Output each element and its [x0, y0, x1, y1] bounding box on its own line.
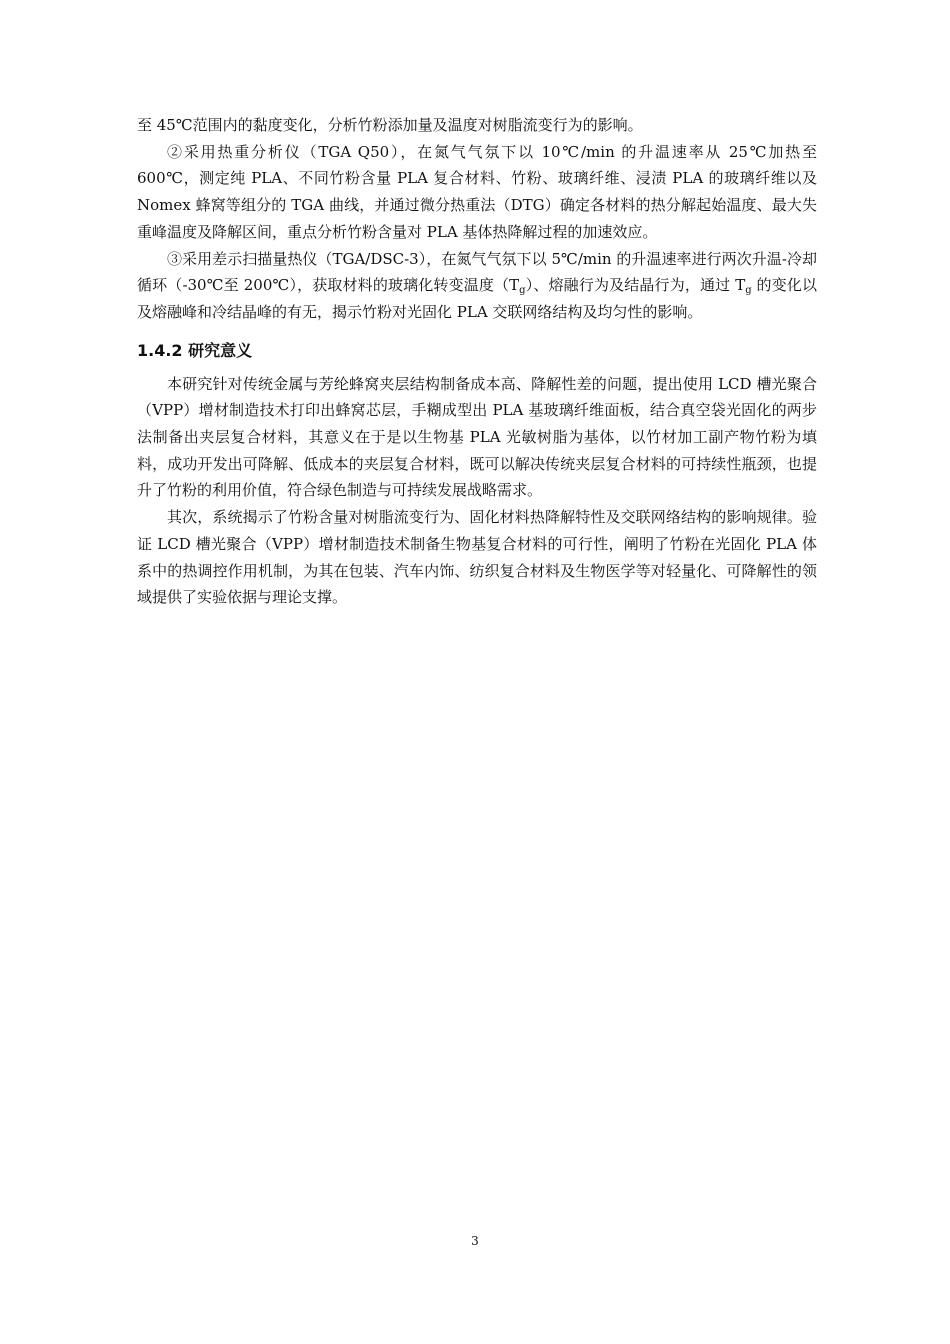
paragraph-rheology-end: 至 45℃范围内的黏度变化，分析竹粉添加量及温度对树脂流变行为的影响。: [137, 116, 643, 134]
paragraph-tga-method: ②采用热重分析仪（TGA Q50），在氮气气氛下以 10℃/min 的升温速率从 25℃加热至 600℃，测定纯 PLA、不同竹粉含量 PLA 复合材料、竹粉、玻璃纤维、浸渍 PLA 的玻璃纤维以及 Nomex 蜂窝等组分的 TGA 曲线，并通过微分热重法（DTG）确定各材料的热分解起始温度、最大失重峰温度及降解区间，重点分析竹粉含量对 PLA 基体热降解过程的加速效应。: [137, 142, 817, 241]
dsc-text-part2: ）、熔融行为及结晶行为，通过 T: [525, 276, 746, 295]
paragraph-significance-1: 本研究针对传统金属与芳纶蜂窝夹层结构制备成本高、降解性差的问题，提出使用 LCD 槽光聚合（VPP）增材制造技术打印出蜂窝芯层，手糊成型出 PLA 基玻璃纤维面板，结合真空袋光固化的两步法制备出夹层复合材料，其意义在于是以生物基 PLA 光敏树脂为基体，以竹材加工副产物竹粉为填料，成功开发出可降解、低成本的夹层复合材料，既可以解决传统夹层复合材料的可持续性瓶颈，也提升了竹粉的利用价值，符合绿色制造与可持续发展战略需求。: [137, 374, 817, 500]
page-body: [137, 112, 817, 611]
page-number: 3: [471, 1234, 479, 1248]
paragraph-dsc-method: [137, 246, 817, 326]
tg-subscript-1: g: [519, 285, 526, 297]
dsc-text-part3: 的变化以及熔融峰和冷结晶峰的有无，揭示竹粉对光固化 PLA 交联网络结构及均匀性的影响。: [137, 276, 817, 321]
paragraph-significance-2: 其次，系统揭示了竹粉含量对树脂流变行为、固化材料热降解特性及交联网络结构的影响规律。验证 LCD 槽光聚合（VPP）增材制造技术制备生物基复合材料的可行性，阐明了竹粉在光固化 PLA 体系中的热调控作用机制，为其在包装、汽车内饰、纺织复合材料及生物医学等对轻量化、可降解性的领域提供了实验依据与理论支撑。: [137, 508, 817, 607]
dsc-text-part1: ③采用差示扫描量热仪（TGA/DSC-3），在氮气气氛下以 5℃/min 的升温速率进行两次升温-冷却循环（-30℃至 200℃），获取材料的玻璃化转变温度（T: [137, 249, 817, 295]
tg-subscript-2: g: [745, 285, 752, 297]
section-heading: 1.4.2 研究意义: [137, 340, 253, 360]
